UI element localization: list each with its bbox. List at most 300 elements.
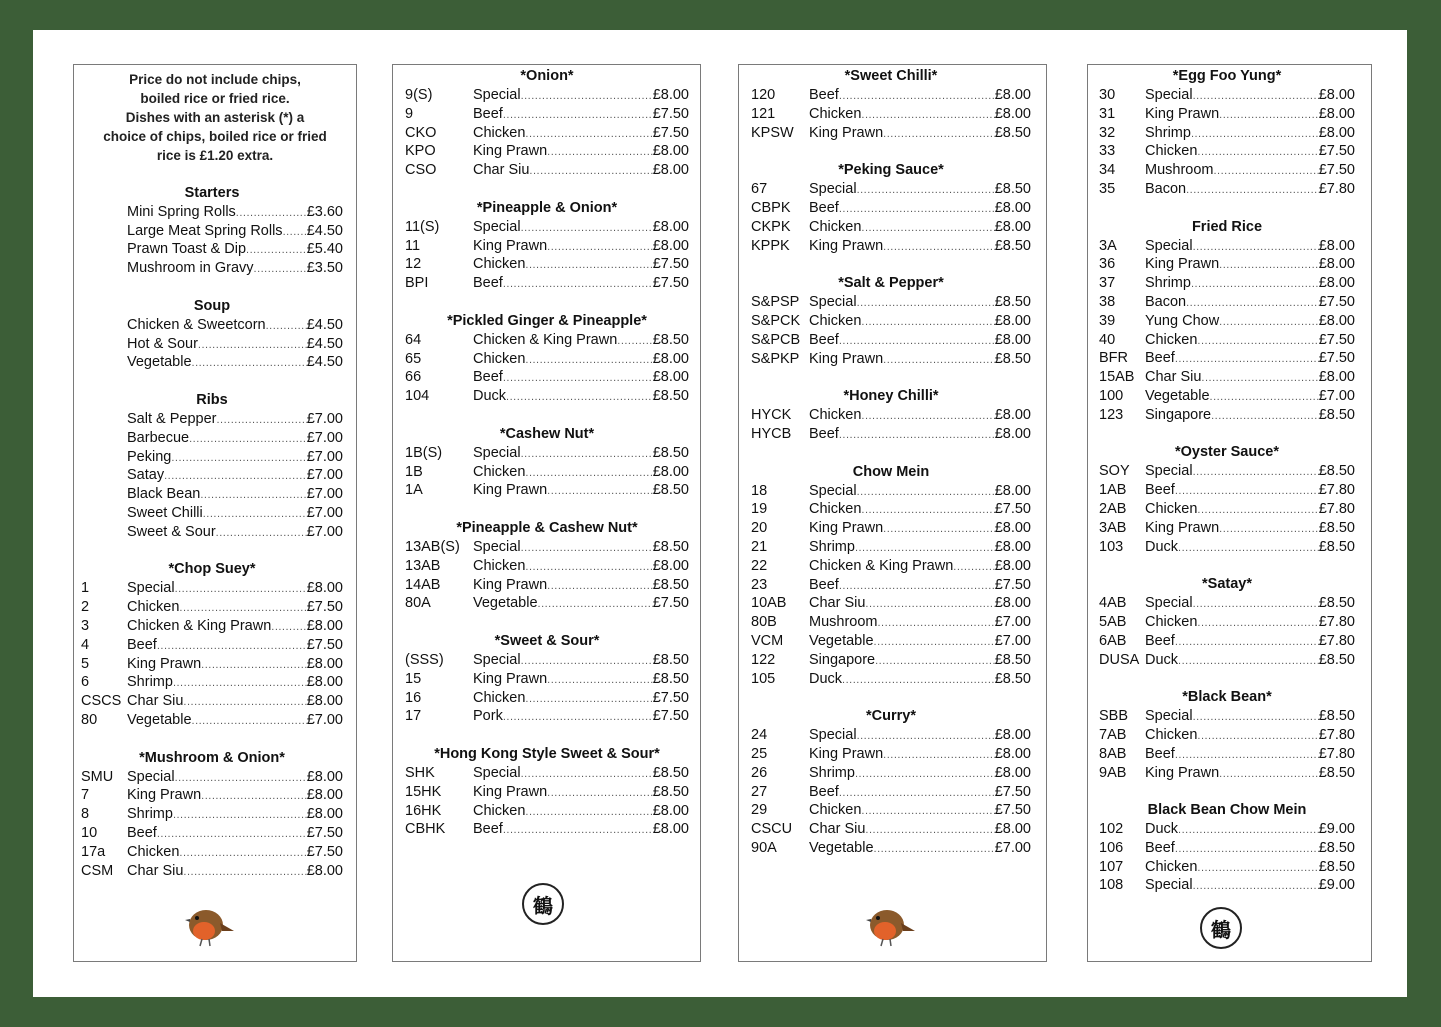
section-title: *Sweet & Sour*	[494, 632, 600, 649]
item-name: Vegetable	[127, 354, 192, 371]
dot-leader	[1175, 633, 1319, 652]
dot-leader	[874, 633, 995, 652]
item-name: King Prawn	[1145, 105, 1220, 122]
robin-icon	[863, 901, 917, 947]
menu-item	[81, 862, 343, 881]
item-name: Beef	[1145, 745, 1175, 762]
menu-item	[405, 142, 689, 161]
menu-section	[405, 293, 689, 406]
item-name: Special	[1145, 708, 1193, 725]
item-name: Chicken	[809, 105, 862, 122]
dot-leader	[521, 765, 653, 784]
section-title: *Chop Suey*	[168, 561, 256, 578]
section-title: Fried Rice	[1191, 218, 1263, 235]
dot-leader	[855, 765, 995, 784]
menu-item	[81, 259, 343, 278]
menu-item	[405, 538, 689, 557]
dot-leader	[503, 821, 653, 840]
menu-item	[405, 105, 689, 124]
item-code: SMU	[81, 768, 114, 785]
item-price: £8.50	[652, 331, 689, 348]
item-name: Sweet Chilli	[127, 504, 203, 521]
dot-leader	[839, 332, 995, 351]
item-name: Special	[473, 218, 521, 235]
dot-leader	[164, 467, 307, 486]
item-price: £7.80	[1318, 745, 1355, 762]
menu-section	[751, 67, 1031, 142]
item-name: Chicken	[809, 407, 862, 424]
menu-item	[405, 764, 689, 783]
menu-item	[405, 124, 689, 143]
item-price: £8.50	[652, 670, 689, 687]
dot-leader	[1193, 708, 1319, 727]
item-price: £8.00	[994, 821, 1031, 838]
menu-item	[81, 335, 343, 354]
item-price: £7.50	[652, 105, 689, 122]
item-price: £8.00	[994, 331, 1031, 348]
item-price: £7.50	[1318, 350, 1355, 367]
item-name: King Prawn	[473, 237, 548, 254]
item-name: Beef	[809, 199, 839, 216]
dot-leader	[175, 769, 307, 788]
item-name: Chicken	[127, 843, 180, 860]
item-price: £8.00	[652, 237, 689, 254]
item-name: Chicken	[473, 350, 526, 367]
dot-leader	[201, 656, 307, 675]
item-price: £8.00	[994, 199, 1031, 216]
menu-section	[81, 372, 343, 541]
item-name: Special	[809, 294, 857, 311]
item-code: 32	[1099, 124, 1116, 141]
item-price: £8.00	[994, 520, 1031, 537]
item-name: Chicken	[1145, 143, 1198, 160]
menu-item	[81, 485, 343, 504]
item-price: £7.50	[994, 783, 1031, 800]
item-name: Chicken & King Prawn	[809, 557, 954, 574]
dot-leader	[617, 332, 652, 351]
item-code: 9(S)	[405, 87, 433, 103]
item-name: Satay	[127, 467, 165, 484]
menu-item	[405, 255, 689, 274]
dot-leader	[203, 505, 307, 524]
menu-item	[751, 350, 1031, 369]
menu-item	[81, 673, 343, 692]
item-code: 16HK	[405, 802, 442, 819]
item-price: £7.80	[1318, 726, 1355, 743]
menu-section	[405, 67, 689, 180]
section-title: *Mushroom & Onion*	[139, 749, 285, 766]
menu-item	[751, 839, 1031, 858]
item-price: £8.00	[994, 218, 1031, 235]
item-name: Chicken	[809, 218, 862, 235]
item-price: £8.00	[306, 787, 343, 804]
menu-item	[1099, 462, 1355, 481]
item-code: 29	[751, 802, 768, 819]
item-name: Special	[809, 482, 857, 499]
menu-item	[751, 519, 1031, 538]
dot-leader	[861, 219, 994, 238]
item-price: £7.50	[1318, 143, 1355, 160]
menu-item	[1099, 349, 1355, 368]
item-price: £8.00	[652, 162, 689, 179]
item-code: 3	[81, 617, 90, 634]
menu-sheet	[33, 30, 1407, 997]
menu-item	[81, 598, 343, 617]
item-price: £8.00	[994, 105, 1031, 122]
section-title: Ribs	[196, 391, 228, 408]
dot-leader	[503, 106, 653, 125]
dot-leader	[1197, 501, 1318, 520]
menu-item	[405, 594, 689, 613]
menu-item	[1099, 293, 1355, 312]
menu-item	[81, 579, 343, 598]
menu-item	[81, 523, 343, 542]
dot-leader	[883, 125, 995, 144]
item-name: Special	[1145, 237, 1193, 254]
price-note	[74, 65, 356, 165]
item-code: BFR	[1099, 350, 1128, 367]
item-code: 3A	[1099, 237, 1117, 254]
item-name: Salt & Pepper	[127, 410, 217, 427]
section-title: *Hong Kong Style Sweet & Sour*	[434, 745, 660, 762]
item-price: £8.00	[652, 802, 689, 819]
menu-section	[751, 255, 1031, 368]
item-name: Mushroom	[1145, 162, 1214, 179]
menu-item	[81, 410, 343, 429]
item-price: £7.50	[994, 576, 1031, 593]
item-code: HYCK	[751, 407, 792, 424]
item-price: £8.00	[1318, 87, 1355, 103]
menu-item	[751, 726, 1031, 745]
menu-item	[1099, 764, 1355, 783]
item-code: 1AB	[1099, 482, 1127, 499]
menu-item	[81, 240, 343, 259]
price-note-line: Dishes with an asterisk (*) a	[125, 110, 305, 125]
item-code: 123	[1099, 406, 1124, 423]
item-code: HYCB	[751, 425, 792, 442]
item-name: Sweet & Sour	[127, 523, 216, 540]
item-name: King Prawn	[809, 350, 884, 367]
menu-section	[81, 165, 343, 278]
menu-item	[1099, 406, 1355, 425]
menu-item	[751, 500, 1031, 519]
item-code: 106	[1099, 839, 1124, 856]
section-title: *Pineapple & Onion*	[476, 199, 618, 216]
item-price: £8.00	[652, 350, 689, 367]
item-name: Beef	[127, 824, 157, 841]
item-code: 8AB	[1099, 745, 1127, 762]
dot-leader	[503, 708, 653, 727]
item-price: £7.50	[652, 275, 689, 292]
item-name: Chicken	[1145, 500, 1198, 517]
menu-item	[1099, 858, 1355, 877]
menu-item	[751, 312, 1031, 331]
dot-leader	[506, 388, 653, 407]
item-name: Char Siu	[1145, 369, 1202, 386]
dot-leader	[842, 671, 995, 690]
dot-leader	[1175, 840, 1319, 859]
item-name: Chicken	[473, 256, 526, 273]
item-code: 122	[751, 651, 776, 668]
menu-item	[1099, 331, 1355, 350]
item-name: Pork	[473, 708, 503, 725]
item-name: Chicken & Sweetcorn	[127, 316, 266, 333]
item-name: Special	[473, 444, 521, 461]
item-price: £8.00	[306, 674, 343, 691]
menu-item	[405, 783, 689, 802]
item-code: S&PSP	[751, 294, 800, 311]
item-price: £8.00	[994, 482, 1031, 499]
menu-item	[751, 425, 1031, 444]
dot-leader	[547, 577, 653, 596]
menu-item	[405, 576, 689, 595]
item-name: Beef	[1145, 632, 1175, 649]
dot-leader	[525, 558, 652, 577]
item-code: SHK	[405, 764, 435, 781]
item-price: £8.50	[994, 124, 1031, 141]
section-title: Soup	[193, 297, 231, 314]
item-name: King Prawn	[809, 745, 884, 762]
dot-leader	[839, 426, 995, 445]
dot-leader	[1197, 143, 1318, 162]
item-price: £8.50	[994, 294, 1031, 311]
item-code: KPPK	[751, 237, 790, 254]
item-price: £7.80	[1318, 500, 1355, 517]
menu-item	[405, 481, 689, 500]
item-name: Special	[473, 764, 521, 781]
item-code: 21	[751, 538, 768, 555]
item-price: £8.00	[306, 580, 343, 597]
item-code: 39	[1099, 312, 1116, 329]
menu-item	[751, 557, 1031, 576]
item-price: £8.50	[994, 350, 1031, 367]
item-price: £8.50	[994, 670, 1031, 687]
dot-leader	[175, 580, 307, 599]
item-code: 4AB	[1099, 595, 1127, 612]
menu-item	[1099, 368, 1355, 387]
item-code: 38	[1099, 293, 1116, 310]
item-price: £8.00	[652, 557, 689, 574]
item-price: £7.50	[652, 595, 689, 612]
item-name: King Prawn	[1145, 256, 1220, 273]
dot-leader	[521, 219, 653, 238]
item-name: Special	[473, 87, 521, 103]
item-name: Chicken	[473, 124, 526, 141]
menu-section	[1099, 199, 1355, 425]
menu-item	[405, 557, 689, 576]
item-name: Beef	[1145, 482, 1175, 499]
item-code: 34	[1099, 162, 1116, 179]
menu-section	[1099, 425, 1355, 557]
menu-item	[751, 651, 1031, 670]
item-name: Special	[809, 727, 857, 744]
section-title: *Sweet Chilli*	[844, 68, 938, 84]
item-name: Mushroom	[809, 614, 878, 631]
item-name: Beef	[127, 636, 157, 653]
item-code: 1B(S)	[405, 444, 443, 461]
item-code: CBHK	[405, 821, 446, 838]
item-code: 65	[405, 350, 422, 367]
item-price: £8.50	[652, 764, 689, 781]
menu-item	[81, 203, 343, 222]
item-price: £4.50	[306, 316, 343, 333]
logo-glyph: 鶴	[533, 893, 553, 918]
item-code: 2	[81, 599, 90, 616]
item-price: £7.80	[1318, 632, 1355, 649]
item-price: £8.00	[994, 745, 1031, 762]
menu-item	[1099, 312, 1355, 331]
menu-item	[81, 692, 343, 711]
dot-leader	[521, 539, 653, 558]
menu-item	[751, 199, 1031, 218]
item-code: 80	[81, 711, 98, 728]
menu-item	[751, 632, 1031, 651]
dot-leader	[525, 464, 652, 483]
item-code: 15AB	[1099, 369, 1135, 386]
menu-item	[405, 218, 689, 237]
price-note-line: choice of chips, boiled rice or fried	[103, 129, 327, 144]
menu-item	[405, 331, 689, 350]
item-code: 13AB	[405, 557, 441, 574]
item-price: £8.50	[652, 538, 689, 555]
item-price: £8.00	[306, 862, 343, 879]
item-code: 7	[81, 787, 90, 804]
item-price: £8.00	[1318, 105, 1355, 122]
item-code: CSO	[405, 162, 437, 179]
item-name: Chicken	[473, 689, 526, 706]
item-name: Beef	[473, 275, 503, 292]
menu-item	[405, 161, 689, 180]
menu-section	[405, 613, 689, 726]
item-price: £8.00	[1318, 312, 1355, 329]
item-name: Beef	[809, 783, 839, 800]
item-code: 64	[405, 331, 422, 348]
item-name: King Prawn	[1145, 519, 1220, 536]
dot-leader	[839, 87, 995, 106]
item-name: Beef	[809, 425, 839, 442]
item-price: £8.50	[994, 181, 1031, 198]
item-name: Black Bean	[127, 486, 201, 503]
item-name: Special	[1145, 463, 1193, 480]
menu-item	[81, 448, 343, 467]
item-name: Char Siu	[809, 595, 866, 612]
menu-item	[1099, 519, 1355, 538]
dot-leader	[1191, 275, 1319, 294]
item-name: Char Siu	[127, 862, 184, 879]
menu-item	[81, 786, 343, 805]
item-name: Vegetable	[127, 711, 192, 728]
menu-item	[751, 482, 1031, 501]
item-name: Chicken	[809, 802, 862, 819]
item-code: 19	[751, 501, 768, 518]
item-name: Char Siu	[809, 821, 866, 838]
section-title: *Pickled Ginger & Pineapple*	[447, 312, 647, 329]
item-code: 24	[751, 727, 768, 744]
item-price: £8.50	[1318, 595, 1355, 612]
dot-leader	[1219, 256, 1319, 275]
item-code: 16	[405, 689, 422, 706]
item-name: Barbecue	[127, 429, 190, 446]
item-name: Beef	[473, 821, 503, 838]
item-name: Shrimp	[809, 538, 855, 555]
menu-item	[1099, 124, 1355, 143]
dot-leader	[503, 369, 653, 388]
item-name: Vegetable	[809, 632, 874, 649]
item-price: £7.00	[1318, 387, 1355, 404]
item-price: £8.50	[1318, 463, 1355, 480]
item-name: King Prawn	[473, 482, 548, 499]
section-title: Black Bean Chow Mein	[1147, 802, 1307, 819]
item-name: Beef	[1145, 839, 1175, 856]
item-name: Chicken	[1145, 613, 1198, 630]
item-code: 37	[1099, 275, 1116, 292]
menu-item	[751, 180, 1031, 199]
item-price: £8.00	[652, 821, 689, 838]
item-price: £8.00	[994, 312, 1031, 329]
dot-leader	[857, 727, 995, 746]
item-price: £8.50	[652, 444, 689, 461]
item-name: Chicken	[473, 463, 526, 480]
menu-item	[1099, 820, 1355, 839]
item-price: £8.00	[1318, 256, 1355, 273]
item-name: Chicken	[127, 599, 180, 616]
dot-leader	[1219, 765, 1319, 784]
dot-leader	[883, 746, 995, 765]
dot-leader	[525, 256, 652, 275]
menu-item	[751, 406, 1031, 425]
item-name: King Prawn	[127, 787, 202, 804]
dot-leader	[1211, 407, 1319, 426]
menu-item	[751, 105, 1031, 124]
item-name: Vegetable	[473, 595, 538, 612]
menu-item	[751, 293, 1031, 312]
item-code: 17	[405, 708, 422, 725]
item-code: 1B	[405, 463, 423, 480]
item-price: £7.50	[306, 636, 343, 653]
item-price: £7.00	[994, 632, 1031, 649]
dot-leader	[1186, 181, 1319, 200]
item-name: King Prawn	[473, 143, 548, 160]
item-name: Vegetable	[1145, 387, 1210, 404]
item-price: £8.50	[1318, 406, 1355, 423]
item-name: Hot & Sour	[127, 335, 198, 352]
item-price: £8.50	[652, 482, 689, 499]
item-code: 80B	[751, 614, 777, 631]
dot-leader	[861, 106, 994, 125]
menu-item	[751, 764, 1031, 783]
menu-section	[405, 406, 689, 500]
menu-item	[1099, 237, 1355, 256]
menu-item	[405, 368, 689, 387]
item-name: Chicken	[809, 312, 862, 329]
dot-leader	[246, 241, 307, 260]
price-note-line: boiled rice or fried rice.	[140, 91, 290, 106]
dot-leader	[254, 260, 307, 279]
item-code: 10	[81, 824, 98, 841]
menu-section	[405, 180, 689, 293]
dot-leader	[271, 618, 306, 637]
dot-leader	[883, 520, 995, 539]
item-code: 8	[81, 806, 90, 823]
item-code: 105	[751, 670, 776, 687]
item-price: £8.00	[1318, 369, 1355, 386]
item-price: £7.00	[994, 839, 1031, 856]
menu-item	[751, 613, 1031, 632]
dot-leader	[547, 482, 653, 501]
item-code: 1A	[405, 482, 423, 499]
section-title: *Satay*	[1202, 576, 1252, 593]
item-name: Special	[127, 580, 175, 597]
